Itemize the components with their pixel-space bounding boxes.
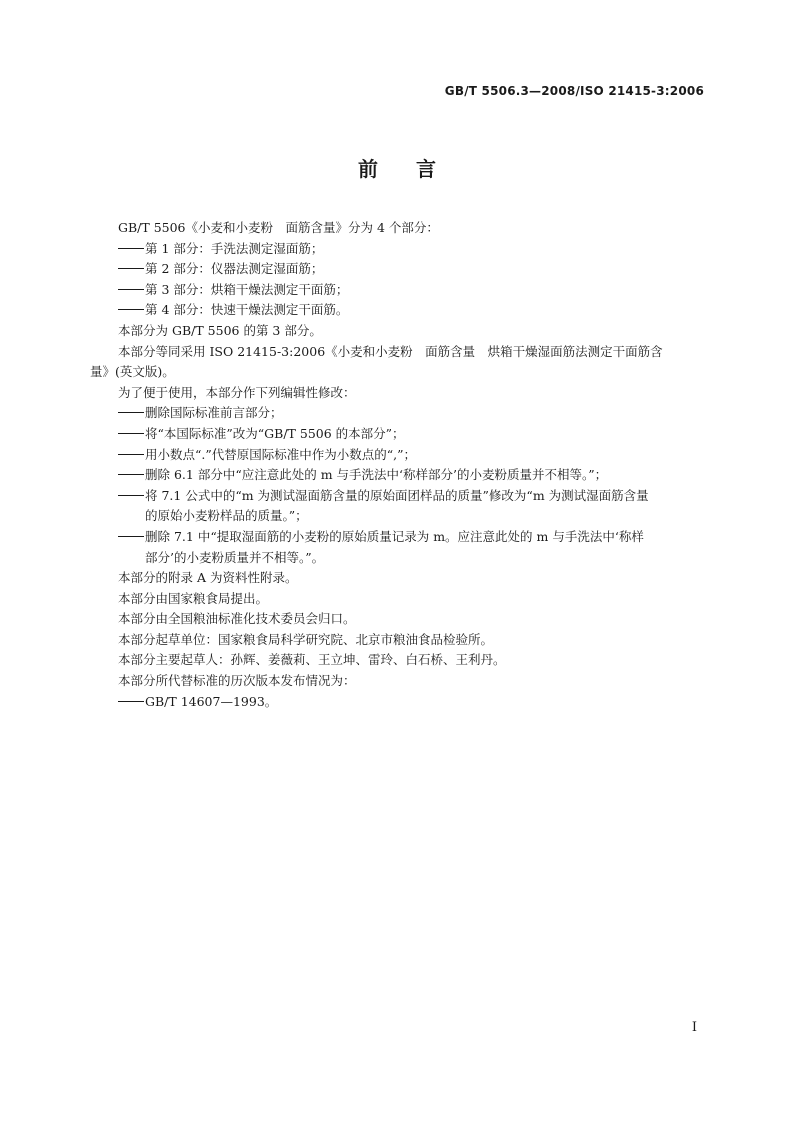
dash-bullet <box>118 248 144 249</box>
paragraph-edits-intro: 为了便于使用，本部分作下列编辑性修改： <box>118 384 356 400</box>
list-item-edit-6-cont: 部分’的小麦粉质量并不相等。”。 <box>145 549 325 565</box>
dash-bullet <box>118 433 144 434</box>
page-number: I <box>691 1020 697 1035</box>
list-item-edit-5: 将 7.1 公式中的“m 为测试湿面筋含量的原始面团样品的质量”修改为“m 为测试湿面筋含量 <box>118 486 708 507</box>
foreword-body <box>90 218 708 712</box>
list-item-part-2: 第 2 部分：仪器法测定湿面筋； <box>118 259 708 280</box>
list-item-part-4: 第 4 部分：快速干燥法测定干面筋。 <box>118 300 708 321</box>
dash-bullet <box>118 289 144 290</box>
paragraph-drafters: 本部分主要起草人：孙辉、姜薇莉、王立坤、雷玲、白石桥、王利丹。 <box>118 652 506 668</box>
dash-bullet <box>118 412 144 413</box>
paragraph-history-intro: 本部分所代替标准的历次版本发布情况为： <box>118 673 356 689</box>
paragraph-proposer: 本部分由国家粮食局提出。 <box>118 590 269 606</box>
standard-code: GB/T 5506.3—2008/ISO 21415-3:2006 <box>444 84 704 98</box>
list-item-edit-3: 用小数点“.”代替原国际标准中作为小数点的“,”； <box>118 445 708 466</box>
paragraph-committee: 本部分由全国粮油标准化技术委员会归口。 <box>118 611 356 627</box>
paragraph-annex: 本部分的附录 A 为资料性附录。 <box>118 570 298 586</box>
dash-bullet <box>118 536 144 537</box>
page-title: 前言 <box>358 157 474 181</box>
dash-bullet <box>118 701 144 702</box>
dash-bullet <box>118 474 144 475</box>
list-item-part-1: 第 1 部分：手洗法测定湿面筋； <box>118 239 708 260</box>
list-item-edit-6: 删除 7.1 中“提取湿面筋的小麦粉的原始质量记录为 m。应注意此处的 m 与手洗法中‘称样 <box>118 527 708 548</box>
dash-bullet <box>118 309 144 310</box>
paragraph-drafting-units: 本部分起草单位：国家粮食局科学研究院、北京市粮油食品检验所。 <box>118 631 494 647</box>
list-item-history-1: GB/T 14607—1993。 <box>118 692 708 713</box>
paragraph-part-statement: 本部分为 GB/T 5506 的第 3 部分。 <box>118 322 322 338</box>
list-item-edit-1: 删除国际标准前言部分； <box>118 403 708 424</box>
dash-bullet <box>118 495 144 496</box>
paragraph-parts-intro: GB/T 5506《小麦和小麦粉 面筋含量》分为 4 个部分： <box>118 220 439 235</box>
list-item-edit-4: 删除 6.1 部分中“应注意此处的 m 与手洗法中‘称样部分’的小麦粉质量并不相等。”； <box>118 465 708 486</box>
dash-bullet <box>118 268 144 269</box>
list-item-edit-2: 将“本国际标准”改为“GB/T 5506 的本部分”； <box>118 424 708 445</box>
paragraph-equivalence-cont: 量》(英文版)。 <box>90 364 175 380</box>
list-item-part-3: 第 3 部分：烘箱干燥法测定干面筋； <box>118 280 708 301</box>
dash-bullet <box>118 454 144 455</box>
paragraph-equivalence: 本部分等同采用 ISO 21415-3:2006《小麦和小麦粉 面筋含量 烘箱干燥湿面筋法测定干面筋含 <box>118 343 663 359</box>
list-item-edit-5-cont: 的原始小麦粉样品的质量。”； <box>145 508 308 524</box>
